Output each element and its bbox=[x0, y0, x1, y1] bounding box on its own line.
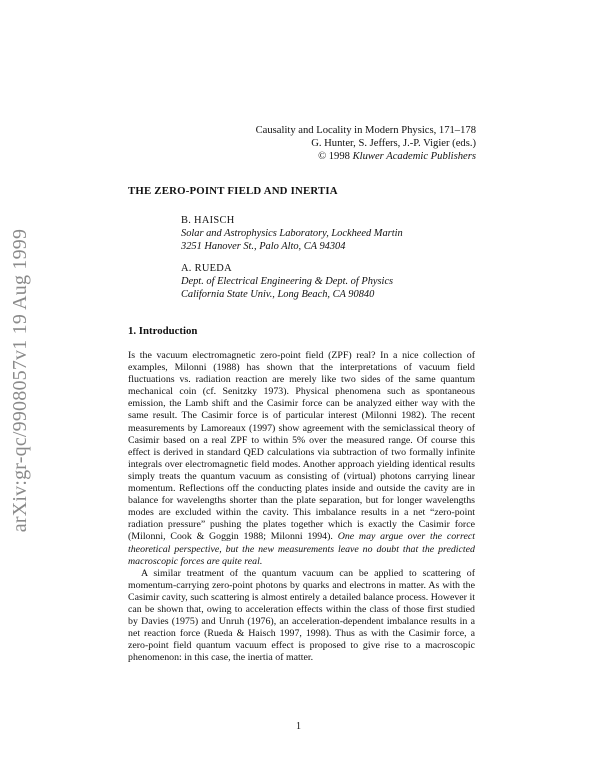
emphasized-sentence: One may argue over the correct theoretical perspective, but the new measurements leave no doubt that the predicted macroscopic forces are quite real. bbox=[128, 531, 475, 567]
arxiv-identifier-text: arXiv:gr-qc/9908057v1 19 Aug 1999 bbox=[9, 228, 32, 532]
author-affiliation: Solar and Astrophysics Laboratory, Lockheed Martin bbox=[181, 228, 403, 239]
page-number: 1 bbox=[296, 721, 301, 732]
body-paragraph bbox=[128, 350, 475, 568]
paragraph-text: Is the vacuum electromagnetic zero-point field (ZPF) real? In a nice collection of examples, Milonni (1988) has shown that the interpretations of vacuum field fluctuations vs. radiation reaction are merely like two sides of the same quantum mechanical coin (cf. Senitzky 1973). Physical phenomena such as spontaneous emission, the Lamb shift and the Casimir force can be analyzed either way with the same result. The Casimir force is of particular interest (Milonni 1982). The recent measurements by Lamoreaux (1997) show agreement with the semiclassical theory of Casimir based on a real ZPF to within 5% over the measured range. Of course this effect is derived in standard QED calculations via subtraction of two formally infinite integrals over electromagnetic field modes. Another approach yielding identical results simply treats the quantum vacuum as consisting of (virtual) photons carrying linear momentum. Reflections off the conducting plates inside and outside the cavity are in balance for wavelengths shorter than the plate separation, but for longer wavelengths modes are excluded within the cavity. This imbalance results in a net “zero-point radiation pressure” pushing the plates together which is exactly the Casimir force (Milonni, Cook & Goggin 1988; Milonni 1994). bbox=[128, 350, 475, 543]
author-name: B. HAISCH bbox=[181, 215, 235, 226]
copyright-prefix: © 1998 bbox=[318, 151, 350, 162]
publication-header bbox=[256, 124, 476, 163]
author-address: California State Univ., Long Beach, CA 90840 bbox=[181, 289, 375, 300]
section-heading: 1. Introduction bbox=[128, 325, 198, 337]
editors-line: G. Hunter, S. Jeffers, J.-P. Vigier (eds.) bbox=[311, 138, 476, 149]
copyright-line bbox=[256, 150, 476, 163]
author-affiliation: Dept. of Electrical Engineering & Dept. of Physics bbox=[181, 276, 394, 287]
paper-title: THE ZERO-POINT FIELD AND INERTIA bbox=[128, 185, 338, 197]
publisher-name: Kluwer Academic Publishers bbox=[352, 151, 476, 162]
author-block bbox=[181, 214, 403, 253]
body-paragraph: A similar treatment of the quantum vacuum can be applied to scattering of momentum-carrying zero-point photons by quarks and electrons in matter. As with the Casimir cavity, such scattering is almost entirely a detailed balance process. However it can be shown that, owing to acceleration effects within the class of those first studied by Davies (1975) and Unruh (1976), an acceleration-dependent imbalance results in a net reaction force (Rueda & Haisch 1997, 1998). Thus as with the Casimir force, a zero-point field quantum vacuum effect is proposed to give rise to a macroscopic phenomenon: in this case, the inertia of matter. bbox=[128, 567, 475, 664]
section-body bbox=[128, 350, 475, 664]
author-name: A. RUEDA bbox=[181, 263, 232, 274]
author-address: 3251 Hanover St., Palo Alto, CA 94304 bbox=[181, 241, 346, 252]
journal-line: Causality and Locality in Modern Physics, 171–178 bbox=[255, 125, 476, 136]
arxiv-identifier-stamp bbox=[6, 200, 36, 560]
author-block bbox=[181, 262, 393, 301]
